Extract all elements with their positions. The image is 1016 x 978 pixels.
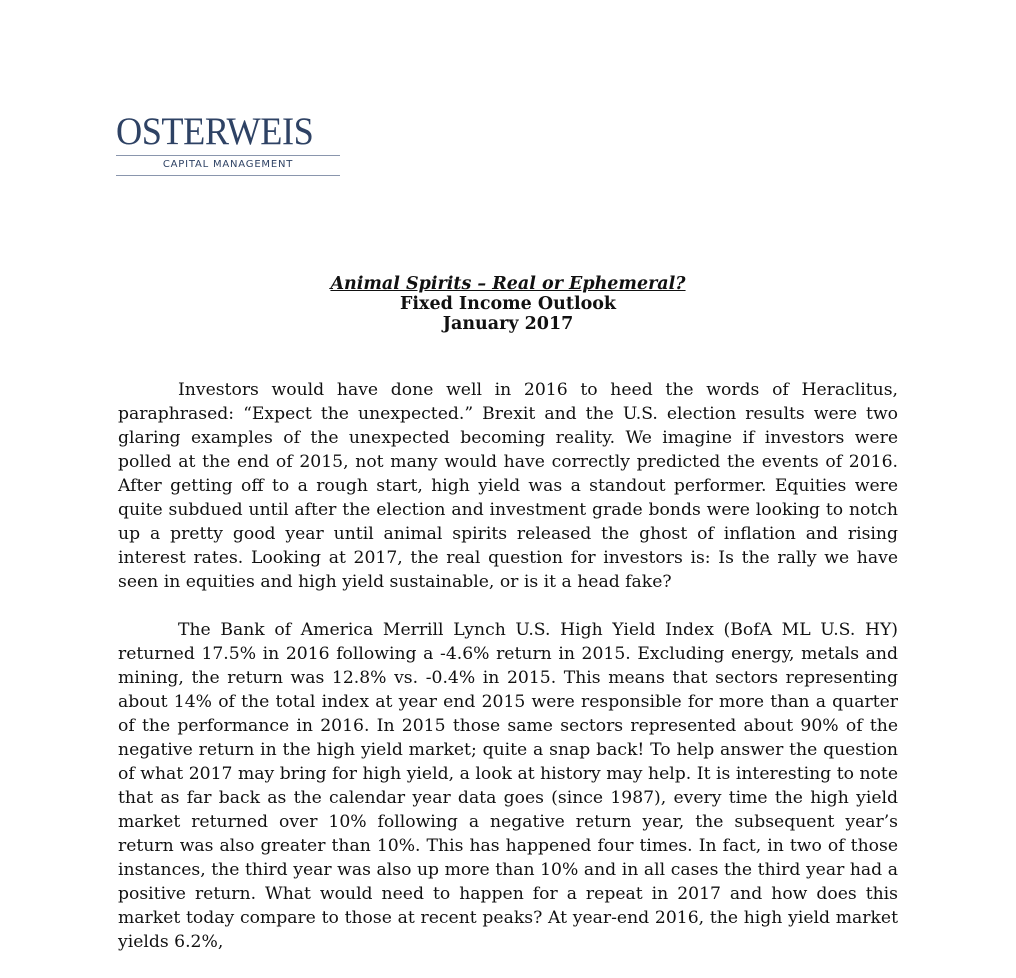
document-subtitle: Fixed Income Outlook <box>399 294 617 314</box>
osterweis-logo <box>116 110 340 170</box>
logo-rule-top <box>116 155 340 156</box>
logo-wordmark: OSTERWEIS <box>116 110 314 153</box>
paragraph-2: The Bank of America Merrill Lynch U.S. High Yield Index (BofA ML U.S. HY) returned 17.5% in 2016 following a -4.6% return in 2015. Excluding energy, metals and mining, the return was 12.8% vs. -0.4% in 2015. This means that sectors representing about 14% of the total index at year end 2015 were responsible for more than a quarter of the performance in 2016. In 2015 those same sectors represented about 90% of the negative return in the high yield market; quite a snap back! To help answer the question of what 2017 may bring for high yield, a look at history may help. It is interesting to note that as far back as the calendar year data goes (since 1987), every time the high yield market returned over 10% following a negative return year, the subsequent year’s return was also greater than 10%. This has happened four times. In fact, in two of those instances, the third year was also up more than 10% and in all cases the third year had a positive return. What would need to happen for a repeat in 2017 and how does this market today compare to those at recent peaks? At year-end 2016, the high yield market yields 6.2%, <box>118 620 898 952</box>
logo-rule-bottom <box>116 175 340 176</box>
logo-tagline: CAPITAL MANAGEMENT <box>162 159 294 170</box>
document-title: Animal Spirits – Real or Ephemeral? <box>330 274 686 294</box>
document-header <box>118 274 898 334</box>
document-body <box>118 378 898 978</box>
document-date: January 2017 <box>442 314 574 334</box>
paragraph-1: Investors would have done well in 2016 to heed the words of Heraclitus, paraphrased: “Expect the unexpected.” Brexit and the U.S. election results were two glaring examples of the unexpected becoming reality. We imagine if investors were polled at the end of 2015, not many would have correctly predicted the events of 2016. After getting off to a rough start, high yield was a standout performer. Equities were quite subdued until after the election and investment grade bonds were looking to notch up a pretty good year until animal spirits released the ghost of inflation and rising interest rates. Looking at 2017, the real question for investors is: Is the rally we have seen in equities and high yield sustainable, or is it a head fake? <box>118 380 898 592</box>
